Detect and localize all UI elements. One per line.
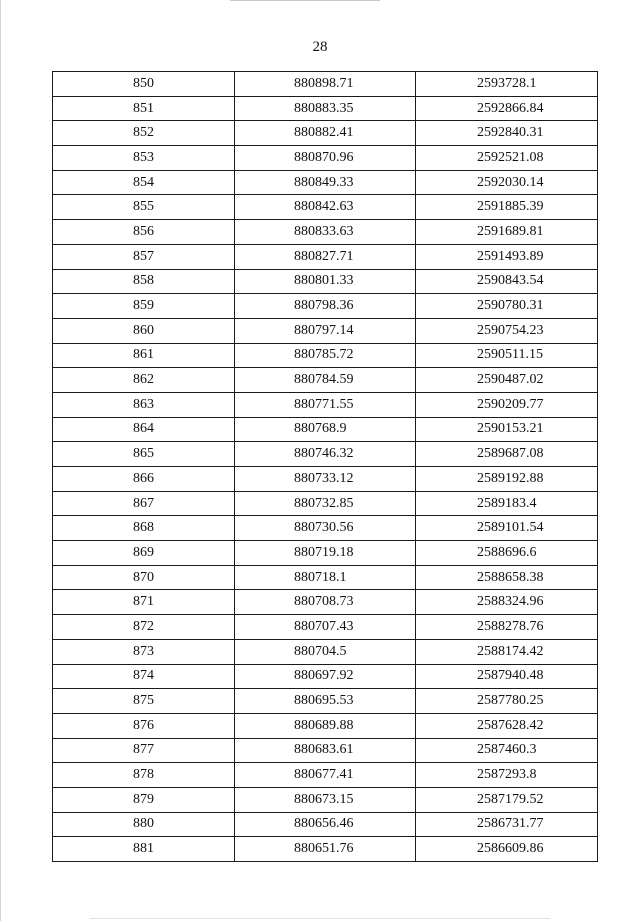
table-row [53,269,598,294]
x-coordinate-cell: 880785.72 [235,343,416,368]
x-coordinate-cell: 880730.56 [235,516,416,541]
y-coordinate-cell: 2591689.81 [416,220,598,245]
scan-edge-top [230,0,380,1]
y-coordinate-cell: 2588658.38 [416,565,598,590]
table-row [53,689,598,714]
table-row [53,763,598,788]
point-number-cell: 859 [53,294,235,319]
point-number-cell: 852 [53,121,235,146]
point-number-cell: 874 [53,664,235,689]
y-coordinate-cell: 2588278.76 [416,615,598,640]
x-coordinate-cell: 880683.61 [235,738,416,763]
point-number-cell: 877 [53,738,235,763]
point-number-cell: 858 [53,269,235,294]
y-coordinate-cell: 2587628.42 [416,713,598,738]
point-number-cell: 860 [53,318,235,343]
x-coordinate-cell: 880651.76 [235,837,416,862]
x-coordinate-cell: 880689.88 [235,713,416,738]
x-coordinate-cell: 880718.1 [235,565,416,590]
y-coordinate-cell: 2587940.48 [416,664,598,689]
point-number-cell: 875 [53,689,235,714]
point-number-cell: 879 [53,787,235,812]
x-coordinate-cell: 880695.53 [235,689,416,714]
y-coordinate-cell: 2592840.31 [416,121,598,146]
table-row [53,467,598,492]
y-coordinate-cell: 2587460.3 [416,738,598,763]
point-number-cell: 854 [53,170,235,195]
table-row [53,72,598,97]
table-row [53,195,598,220]
table-row [53,170,598,195]
point-number-cell: 871 [53,590,235,615]
y-coordinate-cell: 2590754.23 [416,318,598,343]
y-coordinate-cell: 2590487.02 [416,368,598,393]
y-coordinate-cell: 2591493.89 [416,244,598,269]
table-row [53,516,598,541]
table-row [53,368,598,393]
point-number-cell: 881 [53,837,235,862]
x-coordinate-cell: 880656.46 [235,812,416,837]
table-row [53,121,598,146]
x-coordinate-cell: 880849.33 [235,170,416,195]
y-coordinate-cell: 2588174.42 [416,639,598,664]
x-coordinate-cell: 880827.71 [235,244,416,269]
table-row [53,615,598,640]
table-row [53,343,598,368]
x-coordinate-cell: 880883.35 [235,96,416,121]
table-row [53,392,598,417]
y-coordinate-cell: 2590153.21 [416,417,598,442]
table-row [53,244,598,269]
point-number-cell: 870 [53,565,235,590]
point-number-cell: 861 [53,343,235,368]
scan-edge-left [0,0,1,921]
x-coordinate-cell: 880870.96 [235,146,416,171]
y-coordinate-cell: 2589192.88 [416,467,598,492]
y-coordinate-cell: 2592521.08 [416,146,598,171]
table-row [53,812,598,837]
x-coordinate-cell: 880801.33 [235,269,416,294]
table-row [53,220,598,245]
point-number-cell: 864 [53,417,235,442]
x-coordinate-cell: 880798.36 [235,294,416,319]
table-row [53,713,598,738]
y-coordinate-cell: 2592866.84 [416,96,598,121]
table-row [53,664,598,689]
y-coordinate-cell: 2589183.4 [416,491,598,516]
x-coordinate-cell: 880733.12 [235,467,416,492]
point-number-cell: 873 [53,639,235,664]
x-coordinate-cell: 880797.14 [235,318,416,343]
x-coordinate-cell: 880784.59 [235,368,416,393]
x-coordinate-cell: 880732.85 [235,491,416,516]
point-number-cell: 863 [53,392,235,417]
point-number-cell: 862 [53,368,235,393]
y-coordinate-cell: 2588696.6 [416,541,598,566]
point-number-cell: 855 [53,195,235,220]
y-coordinate-cell: 2592030.14 [416,170,598,195]
table-row [53,738,598,763]
y-coordinate-cell: 2586731.77 [416,812,598,837]
y-coordinate-cell: 2589687.08 [416,442,598,467]
y-coordinate-cell: 2587780.25 [416,689,598,714]
x-coordinate-cell: 880704.5 [235,639,416,664]
table-row [53,590,598,615]
point-number-cell: 878 [53,763,235,788]
point-number-cell: 853 [53,146,235,171]
y-coordinate-cell: 2591885.39 [416,195,598,220]
y-coordinate-cell: 2586609.86 [416,837,598,862]
x-coordinate-cell: 880719.18 [235,541,416,566]
table-row [53,294,598,319]
x-coordinate-cell: 880882.41 [235,121,416,146]
x-coordinate-cell: 880746.32 [235,442,416,467]
table-row [53,787,598,812]
point-number-cell: 850 [53,72,235,97]
table-row [53,146,598,171]
x-coordinate-cell: 880768.9 [235,417,416,442]
point-number-cell: 868 [53,516,235,541]
y-coordinate-cell: 2590511.15 [416,343,598,368]
x-coordinate-cell: 880673.15 [235,787,416,812]
page-number: 28 [312,39,328,55]
x-coordinate-cell: 880697.92 [235,664,416,689]
y-coordinate-cell: 2590209.77 [416,392,598,417]
y-coordinate-cell: 2587293.8 [416,763,598,788]
x-coordinate-cell: 880771.55 [235,392,416,417]
point-number-cell: 856 [53,220,235,245]
y-coordinate-cell: 2589101.54 [416,516,598,541]
point-number-cell: 857 [53,244,235,269]
x-coordinate-cell: 880898.71 [235,72,416,97]
table-row [53,96,598,121]
coordinate-table-body [53,72,598,862]
point-number-cell: 867 [53,491,235,516]
table-row [53,565,598,590]
table-row [53,541,598,566]
x-coordinate-cell: 880833.63 [235,220,416,245]
table-row [53,837,598,862]
x-coordinate-cell: 880677.41 [235,763,416,788]
point-number-cell: 865 [53,442,235,467]
table-row [53,318,598,343]
table-row [53,491,598,516]
y-coordinate-cell: 2587179.52 [416,787,598,812]
table-row [53,417,598,442]
table-row [53,442,598,467]
y-coordinate-cell: 2590843.54 [416,269,598,294]
x-coordinate-cell: 880708.73 [235,590,416,615]
point-number-cell: 880 [53,812,235,837]
point-number-cell: 851 [53,96,235,121]
table-row [53,639,598,664]
y-coordinate-cell: 2593728.1 [416,72,598,97]
point-number-cell: 876 [53,713,235,738]
scan-edge-bottom [90,918,550,919]
point-number-cell: 869 [53,541,235,566]
point-number-cell: 872 [53,615,235,640]
x-coordinate-cell: 880842.63 [235,195,416,220]
x-coordinate-cell: 880707.43 [235,615,416,640]
y-coordinate-cell: 2588324.96 [416,590,598,615]
y-coordinate-cell: 2590780.31 [416,294,598,319]
coordinate-table [52,71,598,862]
point-number-cell: 866 [53,467,235,492]
